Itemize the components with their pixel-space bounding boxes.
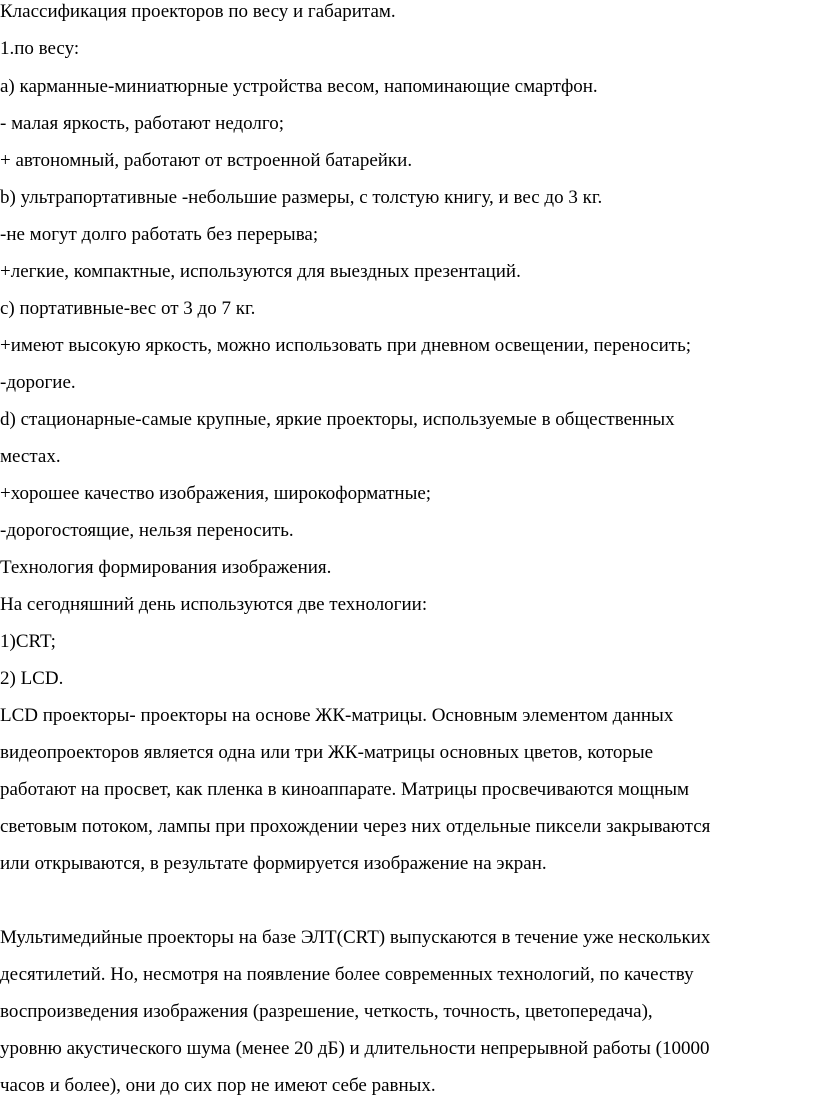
doc-line: -дорогие. <box>0 372 76 393</box>
doc-line: 1.по весу: <box>0 38 80 59</box>
doc-line: десятилетий. Но, несмотря на появление более современных технологий, по качеству <box>0 964 694 985</box>
doc-line: -дорогостоящие, нельзя переносить. <box>0 520 294 541</box>
doc-line: LCD проекторы- проекторы на основе ЖК-матрицы. Основным элементом данных <box>0 705 674 726</box>
doc-line: +хорошее качество изображения, широкоформатные; <box>0 483 432 504</box>
doc-line: c) портативные-вес от 3 до 7 кг. <box>0 298 256 319</box>
doc-line: видеопроекторов является одна или три ЖК-матрицы основных цветов, которые <box>0 742 654 763</box>
doc-line: работают на просвет, как пленка в киноаппарате. Матрицы просвечиваются мощным <box>0 779 690 800</box>
doc-line: уровню акустического шума (менее 20 дБ) и длительности непрерывной работы (10000 <box>0 1038 710 1059</box>
doc-line: На сегодняшний день используются две технологии: <box>0 594 428 615</box>
doc-line: или открываются, в результате формируется изображение на экран. <box>0 853 547 874</box>
doc-line: +имеют высокую яркость, можно использовать при дневном освещении, переносить; <box>0 335 692 356</box>
doc-line: d) стационарные-самые крупные, яркие проекторы, используемые в общественных <box>0 409 675 430</box>
doc-line: + автономный, работают от встроенной батарейки. <box>0 150 413 171</box>
doc-line: 1)CRT; <box>0 631 56 652</box>
doc-line: а) карманные-миниатюрные устройства весом, напоминающие смартфон. <box>0 76 598 97</box>
doc-line: Технология формирования изображения. <box>0 557 332 578</box>
doc-line: воспроизведения изображения (разрешение, четкость, точность, цветопередача), <box>0 1001 653 1022</box>
doc-line: +легкие, компактные, используются для выездных презентаций. <box>0 261 521 282</box>
doc-line: местах. <box>0 446 61 467</box>
doc-line: - малая яркость, работают недолго; <box>0 113 285 134</box>
doc-line: Классификация проекторов по весу и габаритам. <box>0 1 396 22</box>
doc-line: Мультимедийные проекторы на базе ЭЛТ(CRT) выпускаются в течение уже нескольких <box>0 927 711 948</box>
doc-line: часов и более), они до сих пор не имеют себе равных. <box>0 1075 436 1096</box>
doc-line: b) ультрапортативные -небольшие размеры, с толстую книгу, и вес до 3 кг. <box>0 187 603 208</box>
doc-line: -не могут долго работать без перерыва; <box>0 224 319 245</box>
doc-line: световым потоком, лампы при прохождении через них отдельные пиксели закрываются <box>0 816 711 837</box>
doc-line: 2) LCD. <box>0 668 64 689</box>
